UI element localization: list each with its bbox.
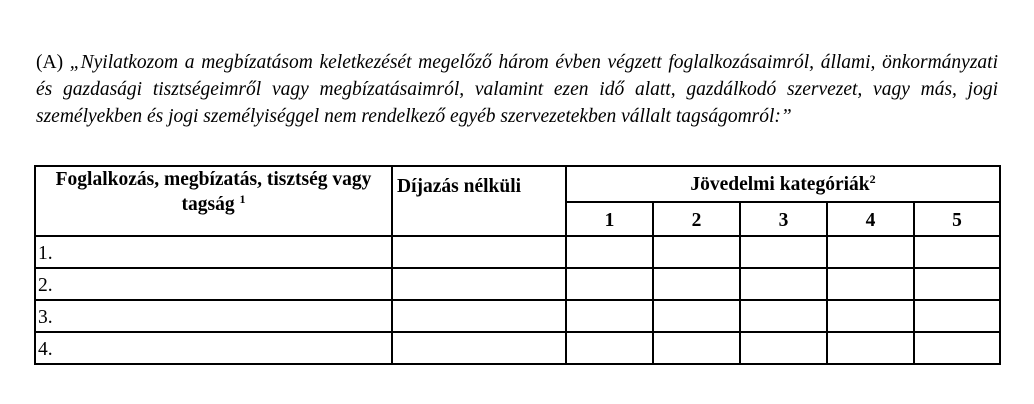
declaration-table bbox=[34, 165, 1001, 365]
unpaid-cell[interactable] bbox=[392, 332, 566, 364]
table-row bbox=[35, 300, 1000, 332]
income-cell-5[interactable] bbox=[914, 268, 1000, 300]
income-cell-3[interactable] bbox=[740, 268, 827, 300]
income-cell-5[interactable] bbox=[914, 300, 1000, 332]
unpaid-cell[interactable] bbox=[392, 236, 566, 268]
declaration-text bbox=[36, 49, 998, 130]
income-cell-5[interactable] bbox=[914, 332, 1000, 364]
income-cell-2[interactable] bbox=[653, 332, 740, 364]
income-categories-header bbox=[566, 166, 1000, 202]
income-cell-4[interactable] bbox=[827, 268, 914, 300]
income-cell-4[interactable] bbox=[827, 332, 914, 364]
unpaid-cell[interactable] bbox=[392, 300, 566, 332]
occupation-header-label: Foglalkozás, megbízatás, tisztség vagy tagság bbox=[55, 169, 372, 215]
income-cell-2[interactable] bbox=[653, 268, 740, 300]
section-label: (A) bbox=[36, 51, 64, 73]
income-cell-1[interactable] bbox=[566, 268, 653, 300]
row-number: 2. bbox=[35, 268, 392, 300]
income-cell-2[interactable] bbox=[653, 300, 740, 332]
income-cell-3[interactable] bbox=[740, 236, 827, 268]
income-category-3-header: 3 bbox=[740, 202, 827, 236]
row-number: 4. bbox=[35, 332, 392, 364]
income-cell-4[interactable] bbox=[827, 300, 914, 332]
row-number: 1. bbox=[35, 236, 392, 268]
row-number: 3. bbox=[35, 300, 392, 332]
unpaid-cell[interactable] bbox=[392, 268, 566, 300]
declaration-quote: „Nyilatkozom a megbízatásom keletkezését megelőző három évben végzett foglalkozásaimról, állami, önkormányzati és gazdasági tisztségeimről vagy megbízatásaimról, valamint ezen idő alatt, gazdálkodó szervezet, vagy más, jogi személyekben és jogi személyiséggel nem rendelkező egyéb szervezetekben vállalt tagságomról:” bbox=[36, 51, 999, 127]
income-cell-2[interactable] bbox=[653, 236, 740, 268]
income-cell-3[interactable] bbox=[740, 332, 827, 364]
income-cell-5[interactable] bbox=[914, 236, 1000, 268]
income-category-4-header: 4 bbox=[827, 202, 914, 236]
table-row bbox=[35, 268, 1000, 300]
unpaid-column-header: Díjazás nélküli bbox=[392, 166, 566, 236]
income-cell-4[interactable] bbox=[827, 236, 914, 268]
table-row bbox=[35, 236, 1000, 268]
income-category-2-header: 2 bbox=[653, 202, 740, 236]
income-category-1-header: 1 bbox=[566, 202, 653, 236]
income-header-label: Jövedelmi kategóriák bbox=[690, 174, 870, 195]
income-cell-3[interactable] bbox=[740, 300, 827, 332]
table-row bbox=[35, 332, 1000, 364]
footnote-1-marker: 1 bbox=[239, 192, 246, 206]
income-cell-1[interactable] bbox=[566, 300, 653, 332]
occupation-column-header bbox=[35, 166, 392, 236]
footnote-2-marker: 2 bbox=[869, 172, 876, 186]
income-cell-1[interactable] bbox=[566, 236, 653, 268]
income-category-5-header: 5 bbox=[914, 202, 1000, 236]
income-cell-1[interactable] bbox=[566, 332, 653, 364]
